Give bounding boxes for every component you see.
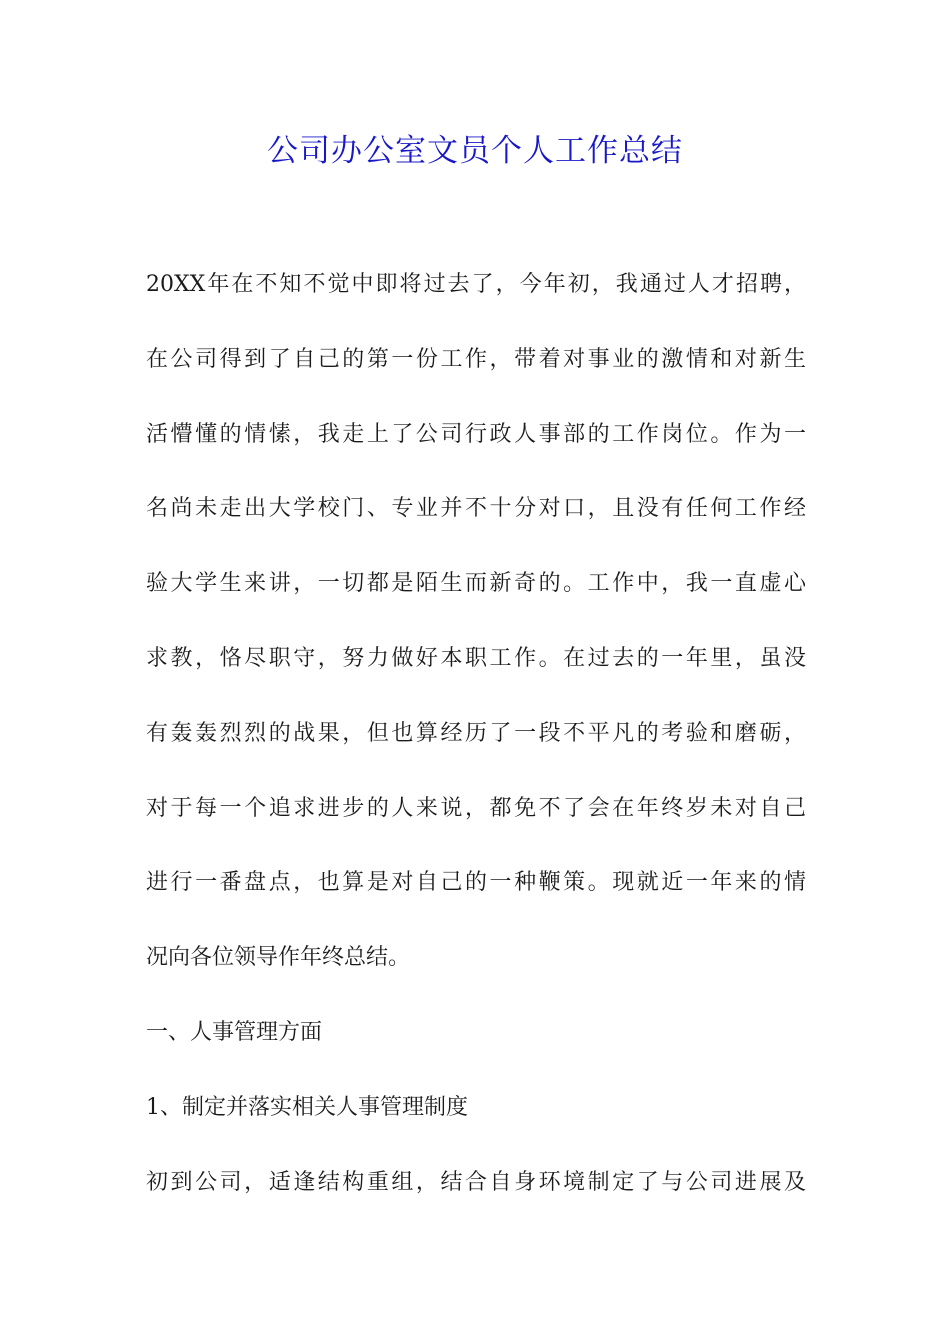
body-line: 进行一番盘点，也算是对自己的一种鞭策。现就近一年来的情 <box>146 870 806 896</box>
body-line: 有轰轰烈烈的战果，但也算经历了一段不平凡的考验和磨砺， <box>146 720 806 746</box>
body-line: 求教，恪尽职守，努力做好本职工作。在过去的一年里，虽没 <box>146 645 806 671</box>
section-heading: 一、人事管理方面 <box>146 1019 323 1045</box>
body-line: 20XX年在不知不觉中即将过去了，今年初，我通过人才招聘， <box>146 272 806 297</box>
subsection-heading: 1、制定并落实相关人事管理制度 <box>146 1094 468 1120</box>
body-line: 对于每一个追求进步的人来说，都免不了会在年终岁未对自己 <box>146 795 806 821</box>
body-line: 名尚未走出大学校门、专业并不十分对口，且没有任何工作经 <box>146 496 806 522</box>
body-line: 在公司得到了自己的第一份工作，带着对事业的激情和对新生 <box>146 346 806 372</box>
document-title: 公司办公室文员个人工作总结 <box>267 133 683 169</box>
document-body <box>146 260 806 1232</box>
body-line: 初到公司，适逢结构重组，结合自身环境制定了与公司进展及 <box>146 1169 806 1195</box>
body-line: 活懵懂的情愫，我走上了公司行政人事部的工作岗位。作为一 <box>146 421 806 447</box>
body-line: 况向各位领导作年终总结。 <box>146 945 411 971</box>
body-line: 验大学生来讲，一切都是陌生而新奇的。工作中，我一直虚心 <box>146 571 806 597</box>
